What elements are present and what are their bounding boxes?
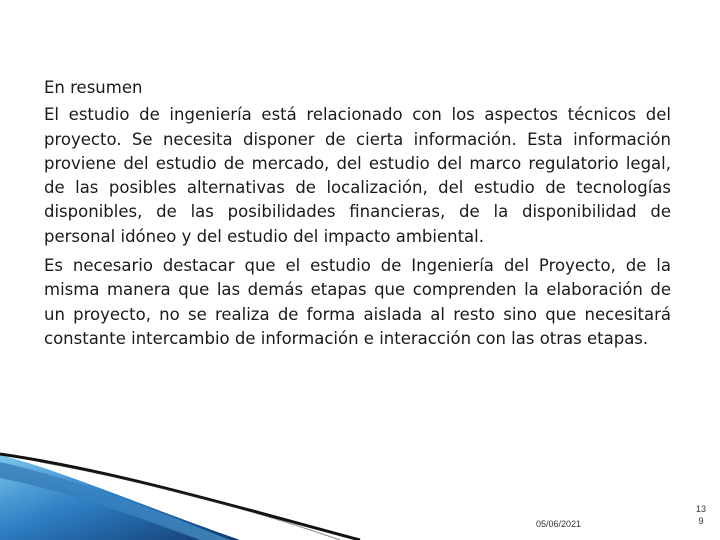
footer-date: 05/06/2021 [536,519,582,529]
slide-body [44,76,671,351]
wave-blue-fill [0,455,240,540]
paragraph-interaction-stages: Es necesario destacar que el estudio de Ingeniería del Proyecto, de la misma manera que las demás etapas que comprenden la elaboración de un proyecto, no se realiza de forma aislada al resto sino que necesitará constante intercambio de información e interacción con las otras etapas. [44,256,671,348]
page-number-line-1: 13 [695,504,706,514]
page-number [690,503,712,527]
wave-thin-line [40,462,340,540]
page-number-line-2: 9 [698,516,704,526]
wave-dark-line [0,454,360,540]
paragraph-engineering-study: El estudio de ingeniería está relacionado con los aspectos técnicos del proyecto. Se necesita disponer de cierta información. Esta información proviene del estudio de mercado, del estudio del marco regulatorio legal, de las posibles alternativas de localización, del estudio de tecnologías disponibles, de las posibilidades financieras, de la disponibilidad de personal idóneo y del estudio del impacto ambiental. [44,105,671,246]
slide-heading: En resumen [44,78,143,97]
wave-blue-band [0,462,230,540]
